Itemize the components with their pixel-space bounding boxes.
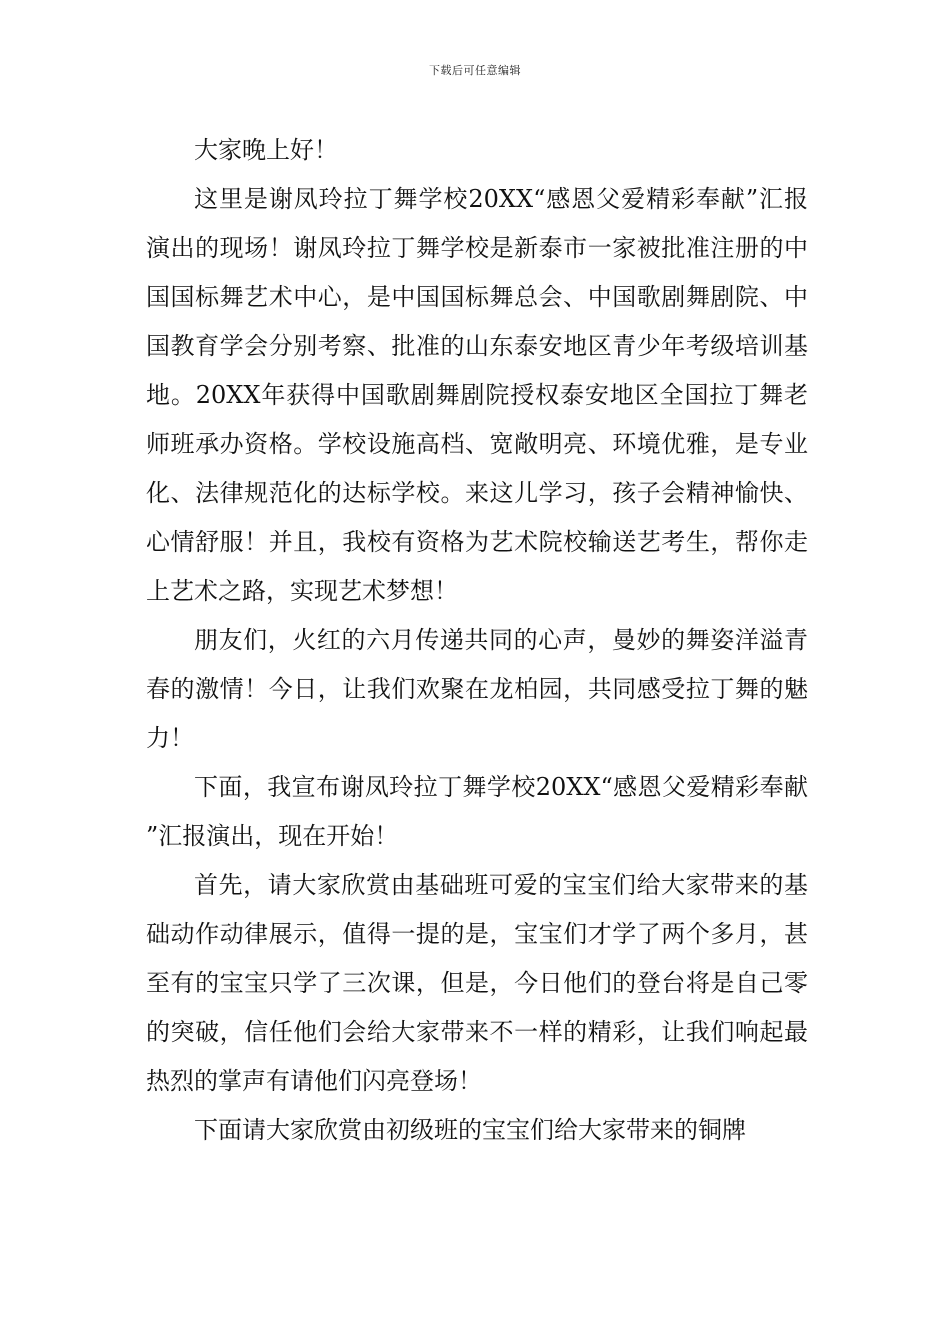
page-header: 下载后可任意编辑 xyxy=(429,64,521,77)
paragraph-next-performance: 下面请大家欣赏由初级班的宝宝们给大家带来的铜牌 xyxy=(194,1116,746,1144)
paragraph-greeting: 大家晚上好！ xyxy=(194,136,338,164)
paragraph-announcement: 下面，我宣布谢凤玲拉丁舞学校20XX“感恩父爱精彩奉献”汇报演出，现在开始！ xyxy=(146,773,808,850)
paragraph-friends: 朋友们，火红的六月传递共同的心声，曼妙的舞姿洋溢青春的激情！今日，让我们欢聚在龙柏园，共同感受拉丁舞的魅力！ xyxy=(146,626,808,752)
document-body xyxy=(146,126,808,1155)
paragraph-first-performance: 首先，请大家欣赏由基础班可爱的宝宝们给大家带来的基础动作动律展示，值得一提的是，宝宝们才学了两个多月，甚至有的宝宝只学了三次课，但是，今日他们的登台将是自己零的突破，信任他们会给大家带来不一样的精彩，让我们响起最热烈的掌声有请他们闪亮登场！ xyxy=(146,871,808,1095)
paragraph-school-intro: 这里是谢凤玲拉丁舞学校20XX“感恩父爱精彩奉献”汇报演出的现场！谢凤玲拉丁舞学校是新泰市一家被批准注册的中国国标舞艺术中心，是中国国标舞总会、中国歌剧舞剧院、中国教育学会分别考察、批准的山东泰安地区青少年考级培训基地。20XX年获得中国歌剧舞剧院授权泰安地区全国拉丁舞老师班承办资格。学校设施高档、宽敞明亮、环境优雅，是专业化、法律规范化的达标学校。来这儿学习，孩子会精神愉快、心情舒服！并且，我校有资格为艺术院校输送艺考生，帮你走上艺术之路，实现艺术梦想！ xyxy=(146,185,808,605)
